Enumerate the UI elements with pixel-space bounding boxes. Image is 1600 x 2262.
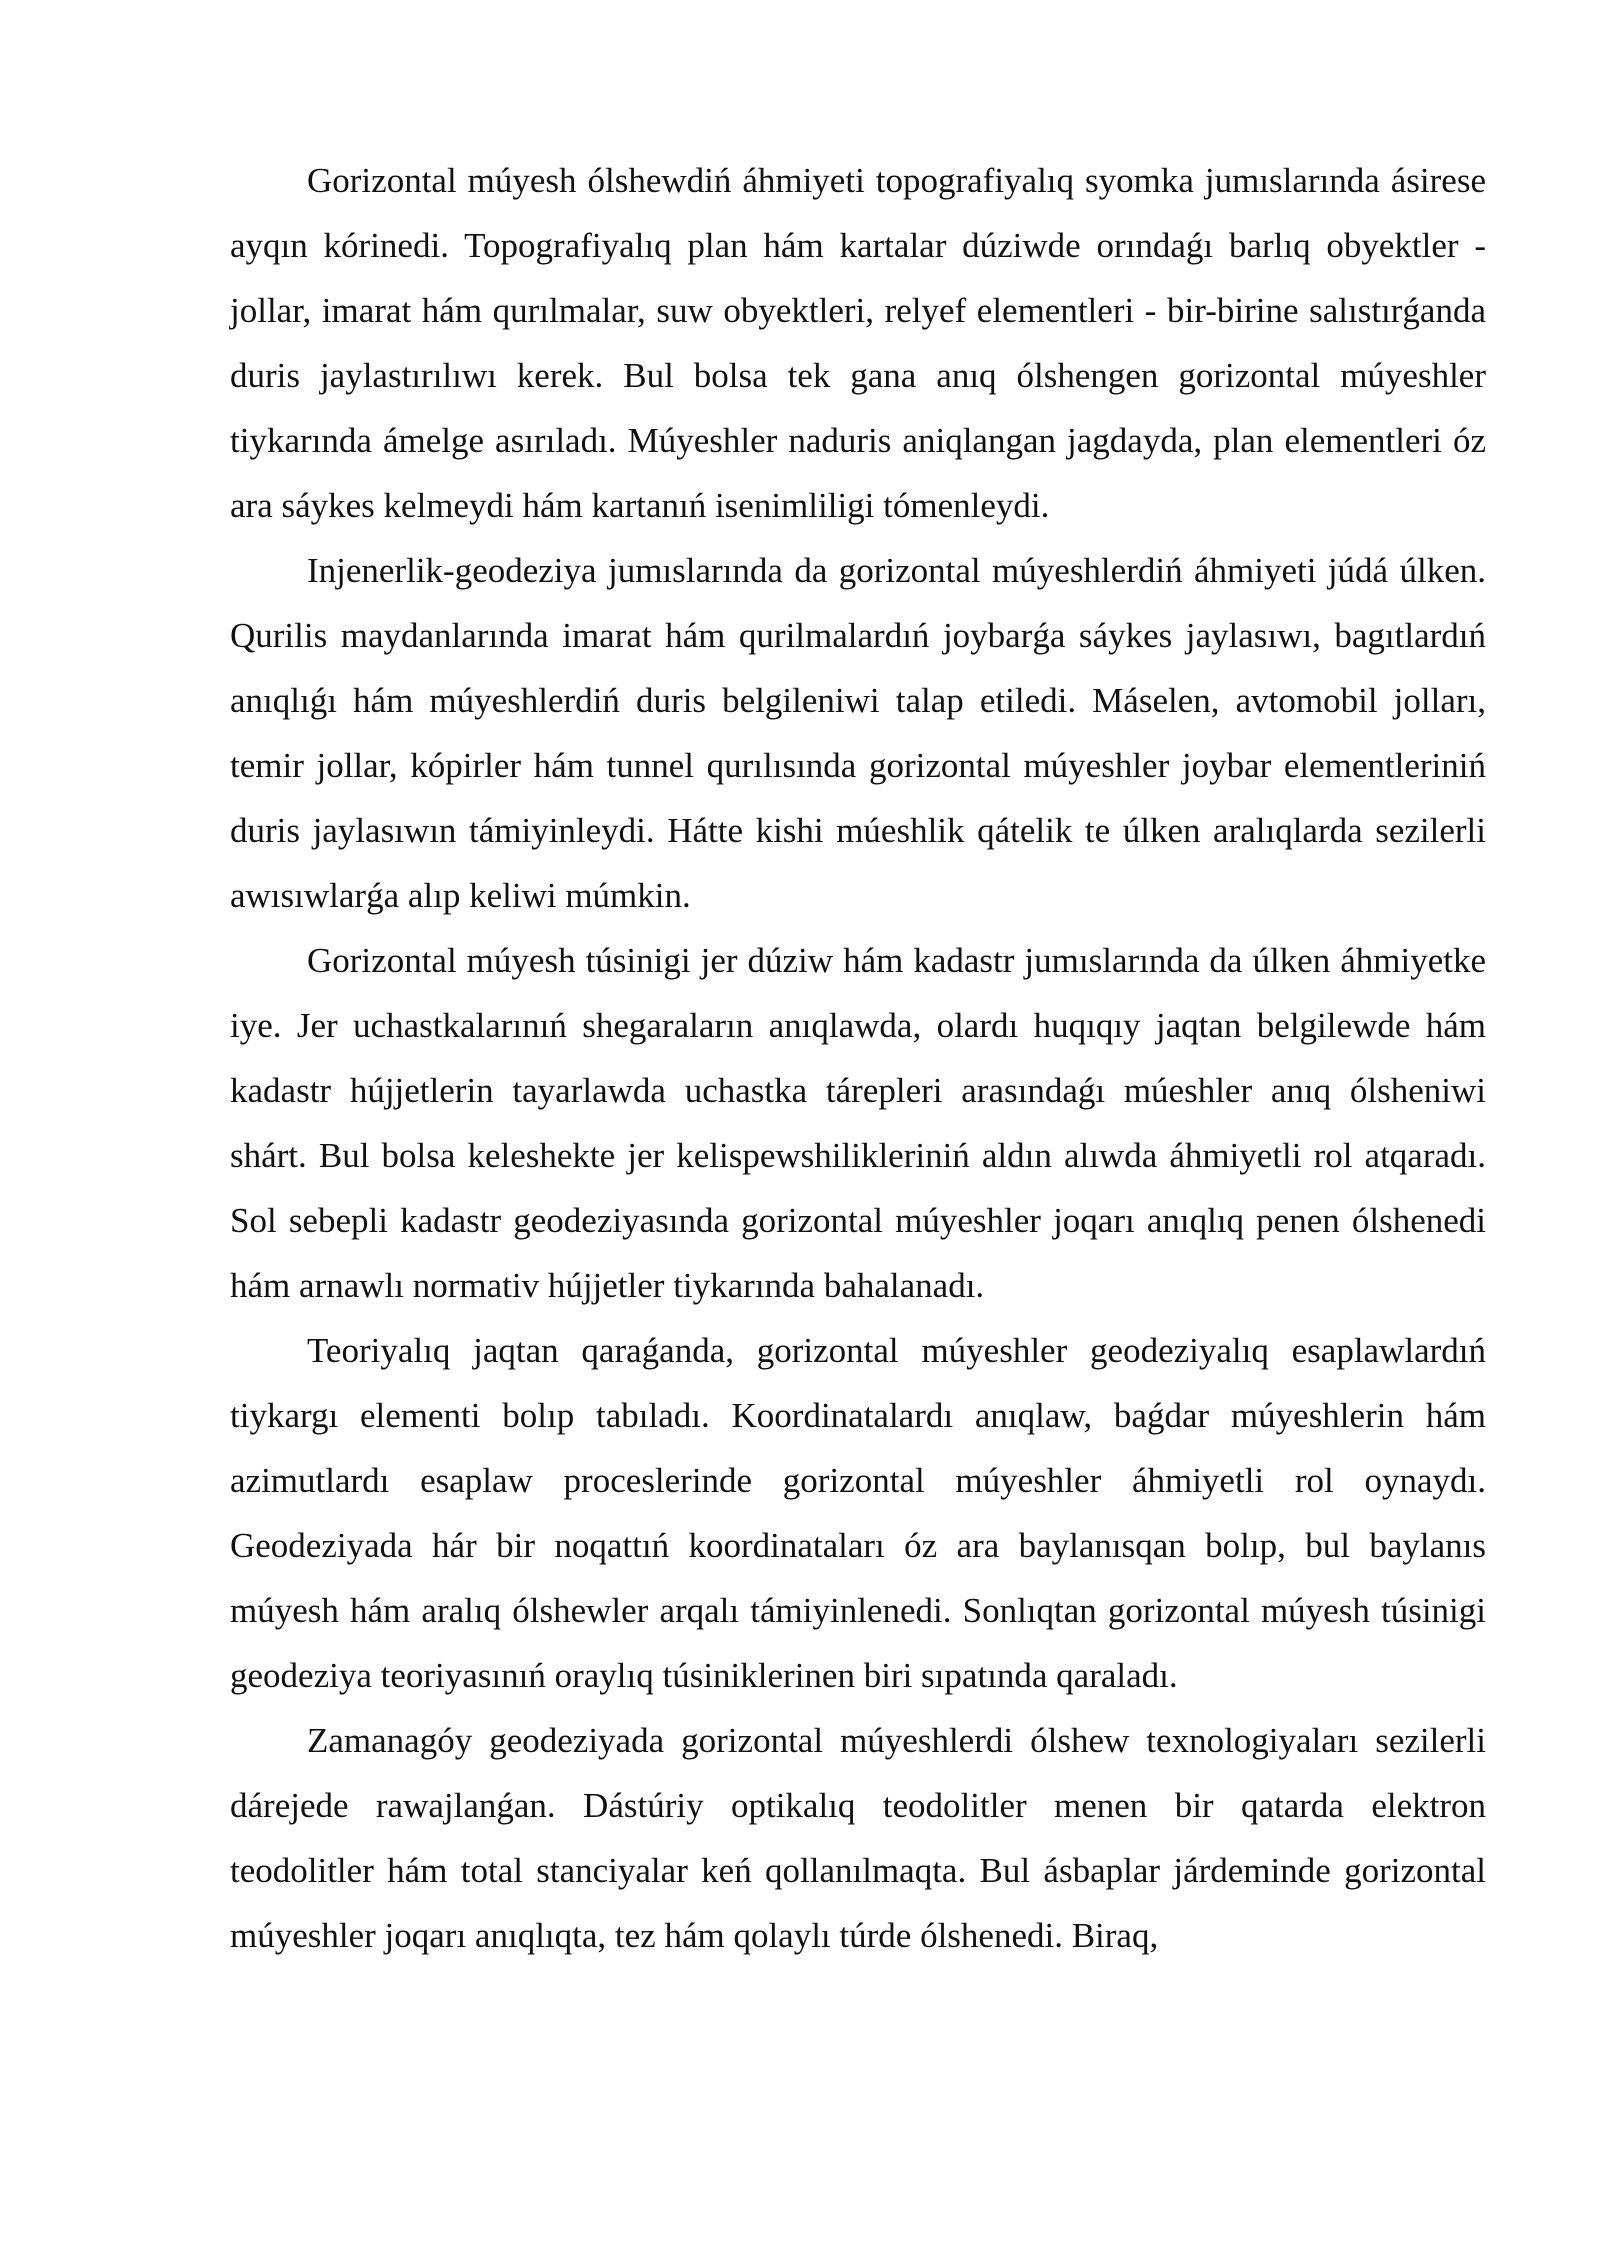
document-body	[230, 148, 1486, 1968]
paragraph-topographic-survey: Gorizontal múyesh ólshewdiń áhmiyeti topografiyalıq syomka jumıslarında ásirese ayqın kórinedi. Topografiyalıq plan hám kartalar dúziwde orındaǵı barlıq obyektler - jollar, imarat hám qurılmalar, suw obyektleri, relyef elementleri - bir-birine salıstırǵanda duris jaylastırılıwı kerek. Bul bolsa tek gana anıq ólshengen gorizontal múyeshler tiykarında ámelge asırıladı. Múyeshler naduris aniqlangan jagdayda, plan elementleri óz ara sáykes kelmeydi hám kartanıń isenimliligi tómenleydi.	[230, 161, 1486, 525]
paragraph-modern-technology: Zamanagóy geodeziyada gorizontal múyeshlerdi ólshew texnologiyaları sezilerli dárejede rawajlanǵan. Dástúriy optikalıq teodolitler menen bir qatarda elektron teodolitler hám total stanciyalar keń qollanılmaqta. Bul ásbaplar járdeminde gorizontal múyeshler joqarı anıqlıqta, tez hám qolaylı túrde ólshenedi. Biraq,	[230, 1721, 1486, 1955]
paragraph-engineering-geodesy: Injenerlik-geodeziya jumıslarında da gorizontal múyeshlerdiń áhmiyeti júdá úlken. Qurilis maydanlarında imarat hám qurilmalardıń joybarǵa sáykes jaylasıwı, bagıtlardıń anıqlıǵı hám múyeshlerdiń duris belgileniwi talap etiledi. Máselen, avtomobil jolları, temir jollar, kópirler hám tunnel qurılısında gorizontal múyeshler joybar elementleriniń duris jaylasıwın támiyinleydi. Hátte kishi múeshlik qátelik te úlken aralıqlarda sezilerli awısıwlarǵa alıp keliwi múmkin.	[230, 551, 1486, 915]
paragraph-theory: Teoriyalıq jaqtan qaraǵanda, gorizontal múyeshler geodeziyalıq esaplawlardıń tiykargı elementi bolıp tabıladı. Koordinatalardı anıqlaw, baǵdar múyeshlerin hám azimutlardı esaplaw proceslerinde gorizontal múyeshler áhmiyetli rol oynaydı. Geodeziyada hár bir noqattıń koordinataları óz ara baylanısqan bolıp, bul baylanıs múyesh hám aralıq ólshewler arqalı támiyinlenedi. Sonlıqtan gorizontal múyesh túsinigi geodeziya teoriyasınıń oraylıq túsiniklerinen biri sıpatında qaraladı.	[230, 1331, 1486, 1695]
paragraph-cadastre: Gorizontal múyesh túsinigi jer dúziw hám kadastr jumıslarında da úlken áhmiyetke iye. Jer uchastkalarınıń shegaraların anıqlawda, olardı huqıqıy jaqtan belgilewde hám kadastr hújjetlerin tayarlawda uchastka tárepleri arasındaǵı múeshler anıq ólsheniwi shárt. Bul bolsa keleshekte jer kelispewshilikleriniń aldın alıwda áhmiyetli rol atqaradı. Sol sebepli kadastr geodeziyasında gorizontal múyeshler joqarı anıqlıq penen ólshenedi hám arnawlı normativ hújjetler tiykarında bahalanadı.	[230, 941, 1486, 1305]
